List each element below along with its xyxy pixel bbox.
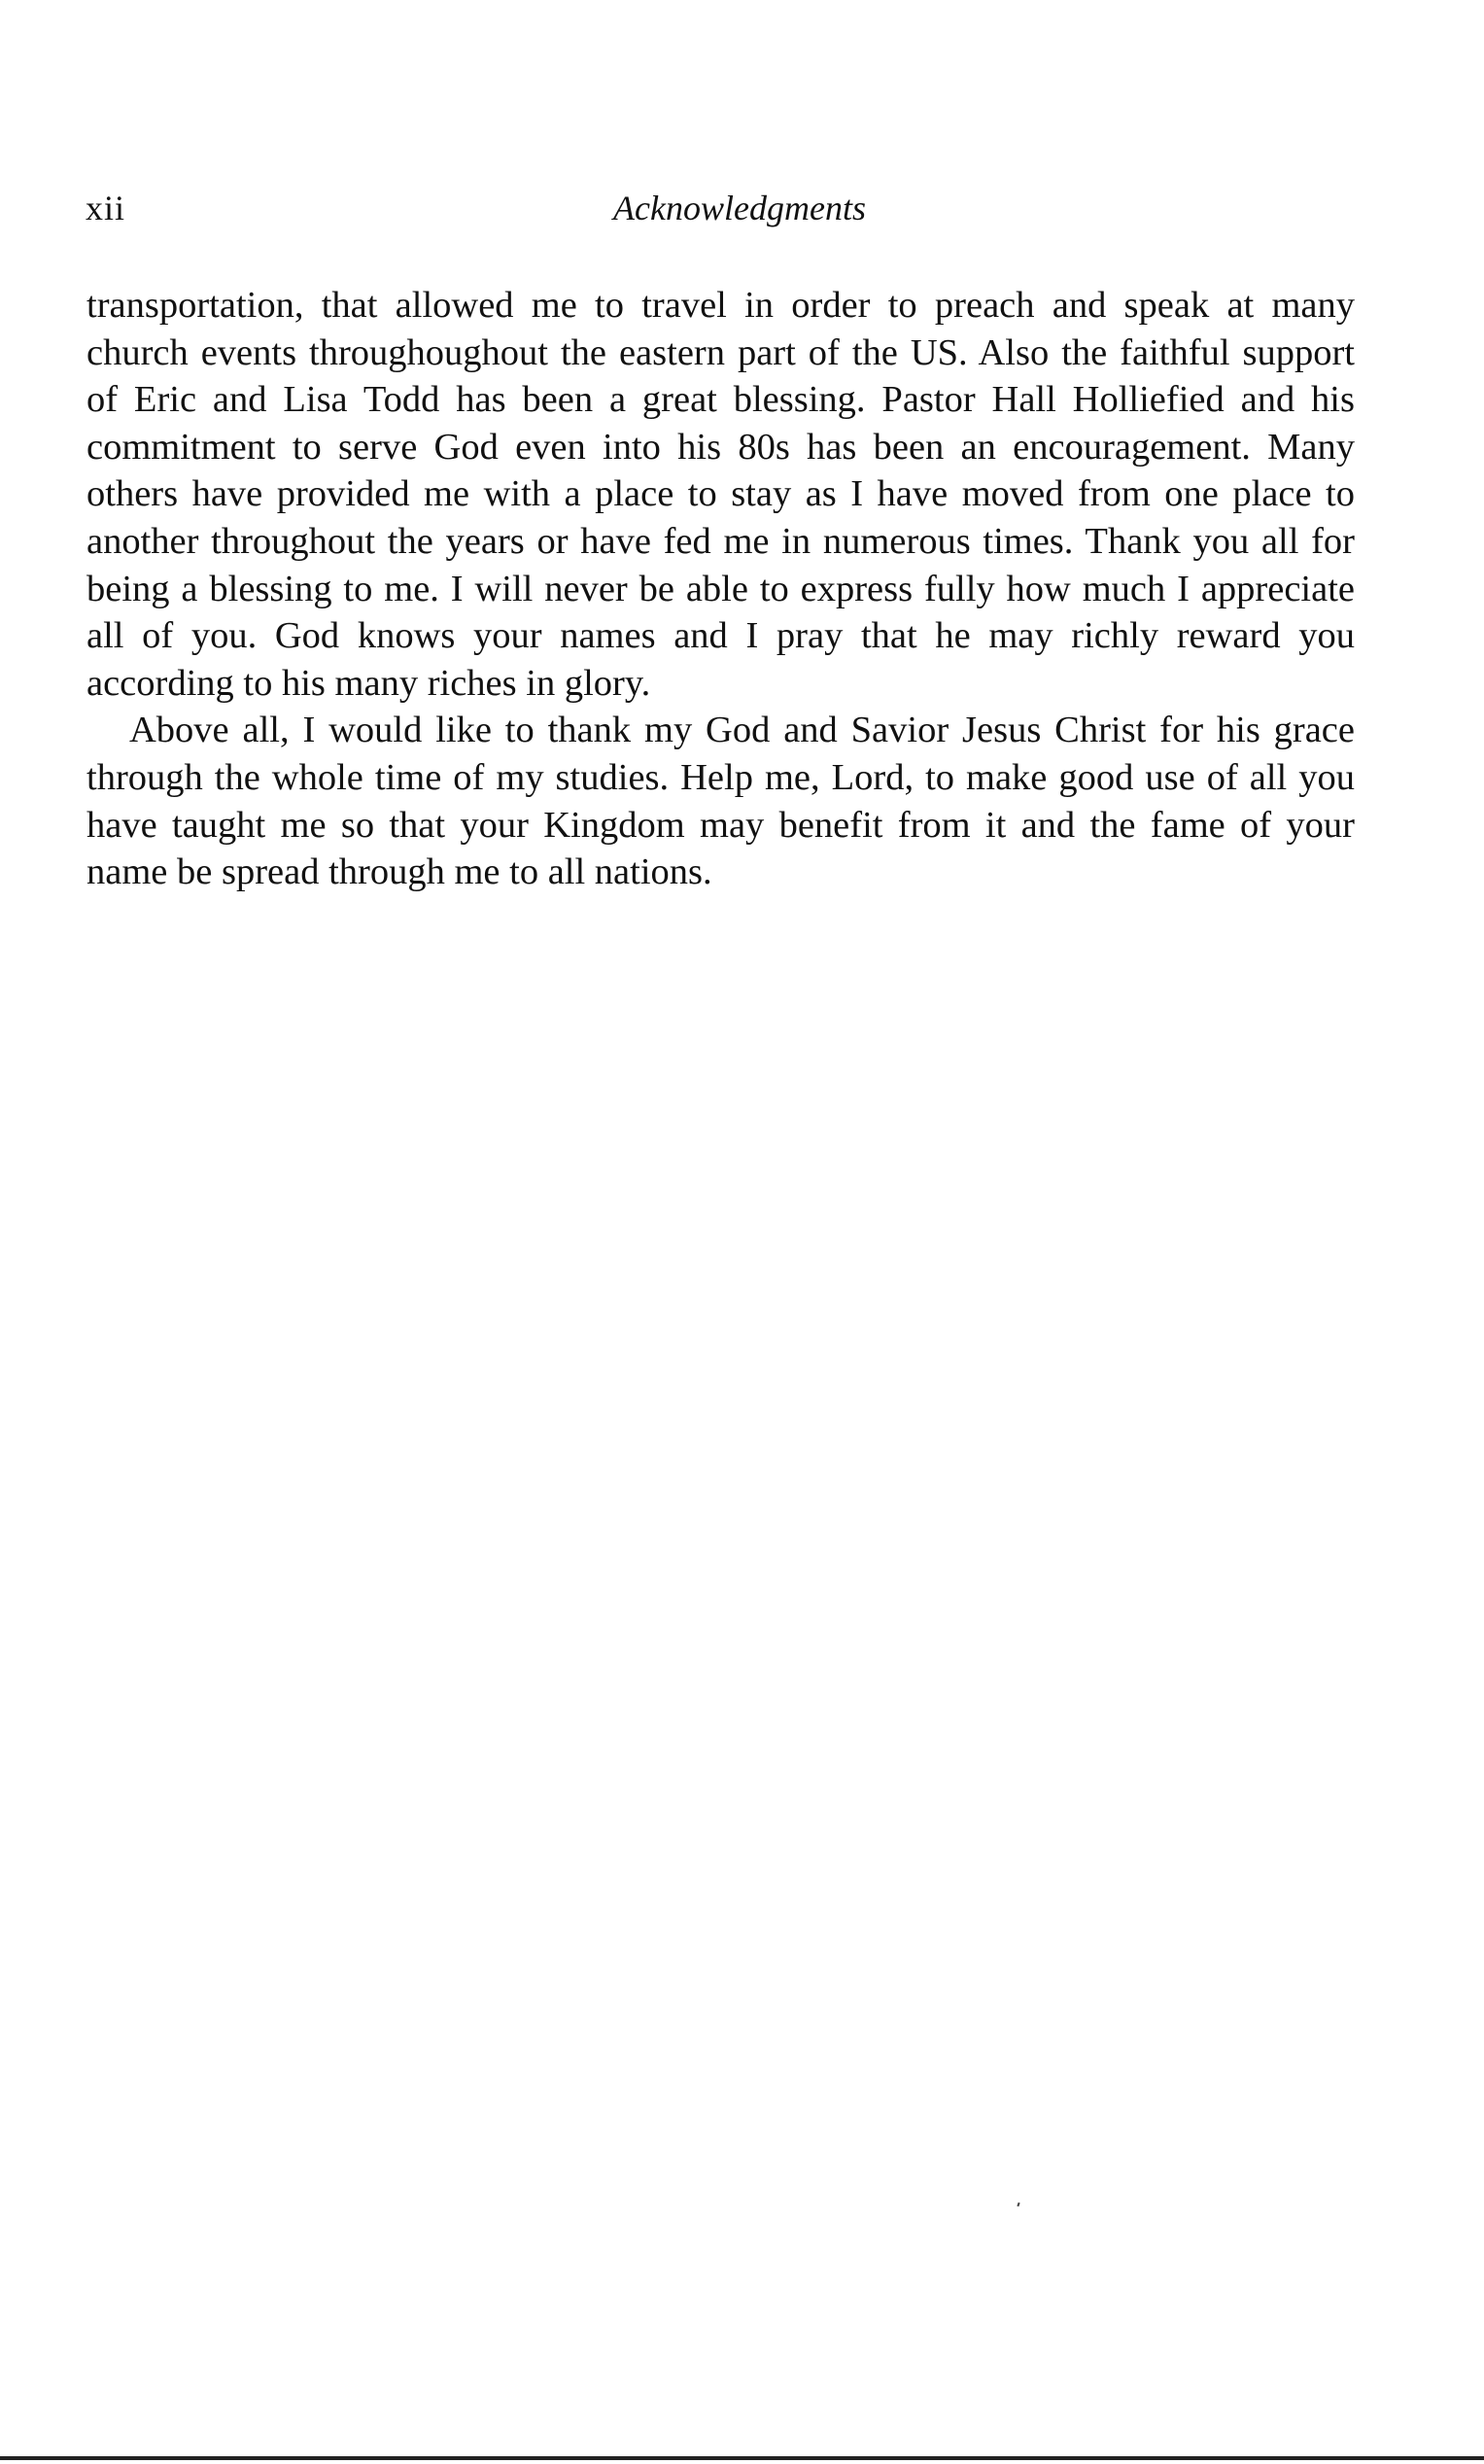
bottom-edge-rule	[0, 2456, 1484, 2460]
body-text	[86, 282, 1355, 896]
paragraph: Above all, I would like to thank my God and Savior Jesus Christ for his grace through the whole time of my studies. Help me, Lord, to make good use of all you have taught me so that your Kingdom may benefit from it and the fame of your name be spread through me to all nations.	[86, 710, 1355, 893]
running-title: Acknowledgments	[613, 189, 866, 227]
paragraph: transportation, that allowed me to travel in order to preach and speak at many church events throughoughout the eastern part of the US. Also the faithful support of Eric and Lisa Todd has been a great blessing. Pastor Hall Holliefied and his commitment to serve God even into his 80s has been an encouragement. Many others have provided me with a place to stay as I have moved from one place to another throughout the years or have fed me in numerous times. Thank you all for being a blessing to me. I will never be able to express fully how much I appreciate all of you. God knows your names and I pray that he may richly reward you according to his many riches in glory.	[86, 285, 1355, 704]
print-speck	[1017, 2203, 1019, 2206]
running-head	[86, 183, 1355, 233]
page-number: xii	[86, 189, 126, 227]
